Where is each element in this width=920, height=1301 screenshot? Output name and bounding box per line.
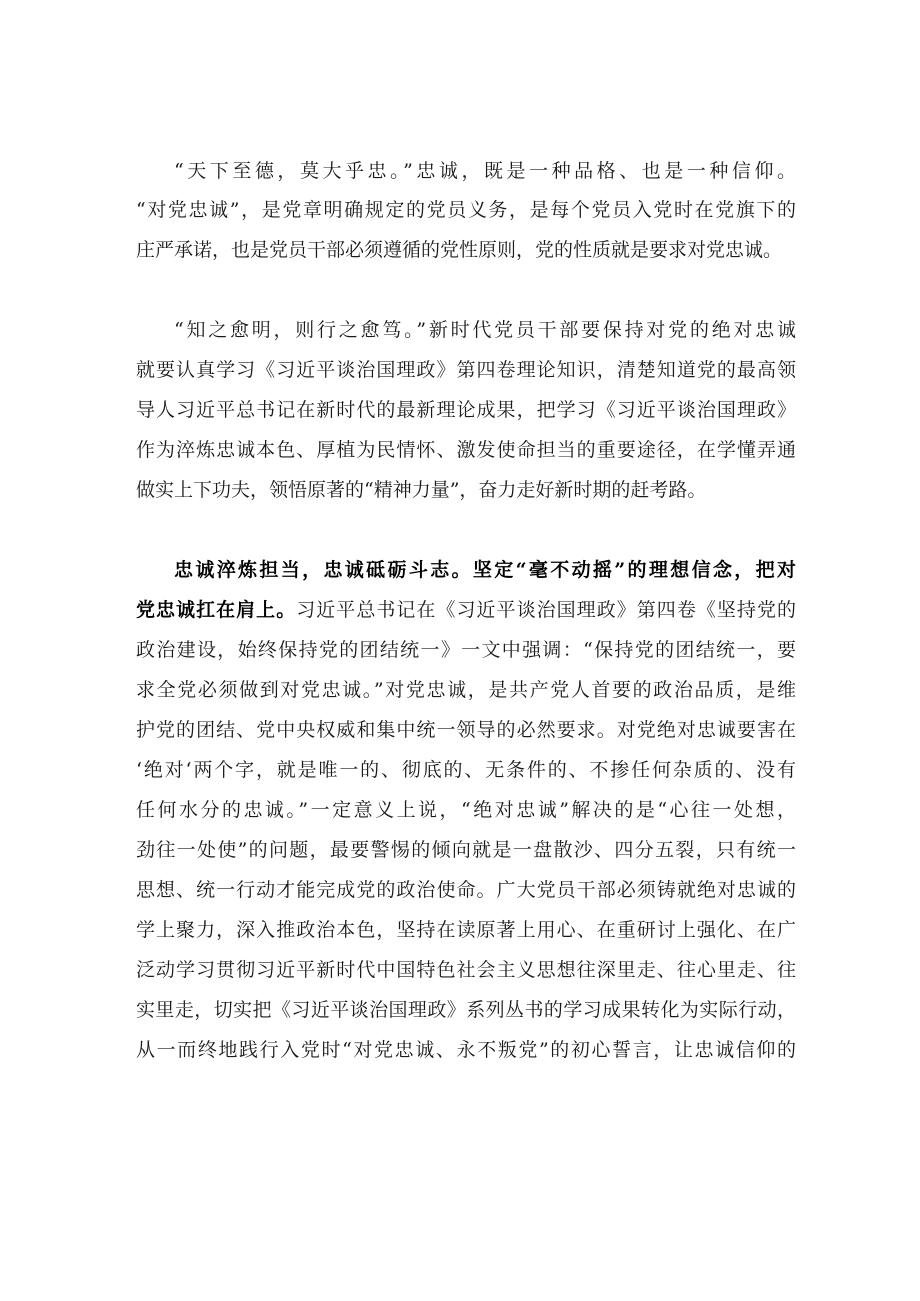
paragraph-3-line-2-text: 习近平总书记在《习近平谈治国理政》第四卷《坚持党的 (296, 599, 796, 621)
paragraph-1-line-3: 庄严承诺，也是党员干部必须遵循的党性原则，党的性质就是要求对党忠诚。 (136, 239, 783, 261)
paragraph-3-line-5: 护党的团结、党中央权威和集中统一领导的必然要求。对党绝对忠诚要害在 (136, 719, 796, 741)
paragraph-3-line-13: 从一而终地践行入党时“对党忠诚、永不叛党”的初心誓言，让忠诚信仰的 (136, 1039, 796, 1061)
paragraph-3-line-4: 求全党必须做到对党忠诚。”对党忠诚，是共产党人首要的政治品质，是维 (136, 679, 796, 701)
paragraph-2-line-5: 做实上下功夫，领悟原著的“精神力量”，奋力走好新时期的赶考路。 (136, 479, 707, 501)
paragraph-3-line-8: 劲往一处使”的问题，最要警惕的倾向就是一盘散沙、四分五裂，只有统一 (136, 839, 796, 861)
paragraph-2-line-1: “知之愈明，则行之愈笃。”新时代党员干部要保持对党的绝对忠诚 (174, 319, 796, 341)
paragraph-3-line-7: 任何水分的忠诚。”一定意义上说，“绝对忠诚”解决的是“心往一处想， (136, 799, 796, 821)
paragraph-3-line-6: ‘绝对‘两个字，就是唯一的、彻底的、无条件的、不掺任何杂质的、没有 (136, 759, 796, 781)
paragraph-3-heading-line-2: 党忠诚扛在肩上。 (136, 599, 297, 621)
paragraph-3-line-2 (136, 594, 796, 626)
paragraph-2-line-4: 作为淬炼忠诚本色、厚植为民情怀、激发使命担当的重要途径，在学懂弄通 (136, 439, 796, 461)
paragraph-1-line-2: “对党忠诚”，是党章明确规定的党员义务，是每个党员入党时在党旗下的 (136, 199, 796, 221)
paragraph-3-heading-line-1: 忠诚淬炼担当，忠诚砥砺斗志。坚定“毫不动摇”的理想信念，把对 (174, 559, 796, 581)
paragraph-3-line-3: 政治建设，始终保持党的团结统一》一文中强调：“保持党的团结统一，要 (136, 639, 796, 661)
paragraph-2-line-3: 导人习近平总书记在新时代的最新理论成果，把学习《习近平谈治国理政》 (136, 399, 796, 421)
paragraph-3-line-9: 思想、统一行动才能完成党的政治使命。广大党员干部必须铸就绝对忠诚的 (136, 879, 796, 901)
paragraph-2-line-2: 就要认真学习《习近平谈治国理政》第四卷理论知识，清楚知道党的最高领 (136, 359, 796, 381)
paragraph-3-line-12: 实里走，切实把《习近平谈治国理政》系列丛书的学习成果转化为实际行动， (136, 999, 796, 1021)
paragraph-3-line-10: 学上聚力，深入推政治本色，坚持在读原著上用心、在重研讨上强化、在广 (136, 919, 796, 941)
paragraph-1-line-1: “天下至德，莫大乎忠。”忠诚，既是一种品格、也是一种信仰。 (174, 160, 796, 182)
paragraph-3-line-11: 泛动学习贯彻习近平新时代中国特色社会主义思想往深里走、往心里走、往 (136, 959, 796, 981)
